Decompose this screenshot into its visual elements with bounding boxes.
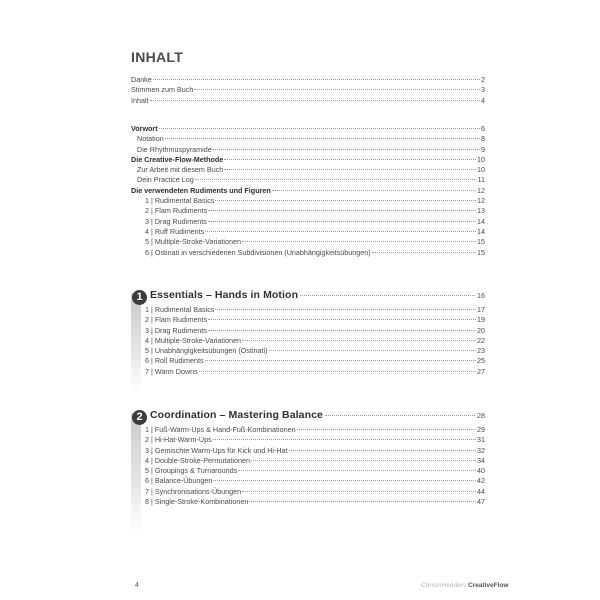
toc-entry-page: 8	[481, 134, 485, 144]
toc-entry-label: 5 | Groupings & Turnarounds	[145, 466, 238, 476]
dot-leader	[272, 190, 476, 191]
toc-entry[interactable]	[131, 217, 485, 227]
footer-book-title: CreativeFlow	[467, 582, 509, 589]
dot-leader	[269, 350, 476, 351]
chapter-page: 16	[477, 291, 485, 300]
toc-entry-page: 19	[477, 315, 485, 325]
toc-entry[interactable]	[145, 367, 485, 377]
dot-leader	[205, 360, 476, 361]
dot-leader	[242, 491, 476, 492]
toc-entry-page: 15	[477, 247, 485, 257]
toc-entry-page: 6	[481, 124, 485, 133]
toc-entry-page: 17	[477, 305, 485, 314]
chapter-items	[131, 425, 485, 507]
toc-entry-page: 34	[477, 455, 485, 465]
toc-entry[interactable]	[131, 145, 485, 155]
chapter-heading[interactable]	[131, 289, 485, 305]
toc-entry-label: Zur Arbeit mit diesem Buch	[137, 165, 224, 175]
page-title: INHALT	[131, 49, 184, 65]
toc-entry-page: 23	[477, 346, 485, 356]
chapter-number-badge: 2	[132, 410, 147, 425]
dot-leader	[208, 221, 476, 222]
toc-entry-page: 42	[477, 476, 485, 486]
toc-entry[interactable]	[145, 346, 485, 356]
toc-entry-label: 1 | Rudimental Basics	[145, 196, 215, 206]
toc-entry-label: 1 | Rudimental Basics	[145, 305, 215, 314]
toc-entry[interactable]	[131, 206, 485, 216]
toc-entry-label: 8 | Single-Stroke-Kombinationen	[145, 497, 249, 507]
toc-entry-page: 47	[477, 497, 485, 507]
toc-entry[interactable]	[145, 315, 485, 325]
toc-entry-page: 20	[477, 325, 485, 335]
dot-leader	[213, 480, 476, 481]
dot-leader	[208, 330, 476, 331]
toc-entry-page: 3	[481, 85, 485, 95]
toc-entry-label: 3 | Drag Rudiments	[145, 216, 207, 226]
toc-entry[interactable]	[131, 75, 485, 85]
toc-entry-label: Danke	[131, 75, 152, 84]
toc-intro	[131, 124, 485, 258]
toc-entry-page: 44	[477, 486, 485, 496]
toc-entry-page: 2	[481, 75, 485, 84]
dot-leader	[215, 200, 476, 201]
toc-entry[interactable]	[145, 305, 485, 315]
toc-entry-label: 1 | Fuß-Warm-Ups & Hand-Fuß-Kombinationen	[145, 425, 296, 434]
toc-entry-label: 3 | Gemischte Warm-Ups für Kick und Hi-Hat	[145, 445, 288, 455]
toc-entry[interactable]	[145, 326, 485, 336]
toc-entry[interactable]	[131, 237, 485, 247]
toc-entry[interactable]	[145, 487, 485, 497]
toc-entry[interactable]	[131, 96, 485, 106]
toc-entry-label: Vorwort	[131, 124, 158, 133]
toc-entry-page: 11	[477, 175, 485, 185]
dot-leader	[208, 210, 476, 211]
chapter-title: Coordination – Mastering Balance	[150, 409, 323, 421]
toc-entry[interactable]	[145, 425, 485, 435]
toc-entry-page: 25	[477, 356, 485, 366]
toc-entry-page: 13	[477, 206, 485, 216]
toc-entry-page: 27	[477, 366, 485, 376]
dot-leader	[238, 470, 476, 471]
dot-leader	[289, 450, 476, 451]
toc-entry[interactable]	[131, 85, 485, 95]
footer-page-number: 4	[135, 582, 139, 589]
dot-leader	[215, 309, 476, 310]
toc-entry-label: 4 | Ruff Rudiments	[145, 226, 205, 236]
toc-entry[interactable]	[145, 456, 485, 466]
dot-leader	[224, 159, 476, 160]
chapter-number-badge: 1	[132, 290, 147, 305]
toc-entry-label: 5 | Multiple-Stroke-Variationen	[145, 237, 242, 247]
toc-entry[interactable]	[145, 446, 485, 456]
dot-leader	[242, 340, 476, 341]
footer-brand	[421, 582, 508, 589]
toc-entry-page: 14	[477, 216, 485, 226]
toc-entry-page: 32	[477, 445, 485, 455]
dot-leader	[165, 138, 480, 139]
toc-entry-label: 2 | Flam Rudiments	[145, 206, 208, 216]
dot-leader	[194, 89, 480, 90]
dot-leader	[213, 439, 476, 440]
toc-entry-label: Die verwendeten Rudiments und Figuren	[131, 185, 271, 195]
toc-entry-label: Inhalt	[131, 95, 149, 105]
chapter-items	[131, 305, 485, 377]
chapter-title: Essentials – Hands in Motion	[150, 289, 299, 301]
toc-entry-label: 2 | Flam Rudiments	[145, 315, 208, 325]
toc-entry-page: 12	[477, 185, 485, 195]
toc-entry-label: 6 | Ostinati in verschiedenen Subdivisionen (Unabhängigkeitsübungen)	[145, 247, 371, 257]
dot-leader	[208, 319, 476, 320]
toc-entry-page: 10	[477, 165, 485, 175]
toc-entry-page: 40	[477, 466, 485, 476]
dot-leader	[199, 371, 476, 372]
chapter-2	[131, 409, 485, 507]
toc-entry[interactable]	[145, 336, 485, 346]
toc-front-matter	[131, 75, 485, 106]
toc-entry[interactable]	[131, 248, 485, 258]
toc-entry-label: 6 | Roll Rudiments	[145, 356, 204, 366]
toc-entry-page: 29	[477, 425, 485, 434]
toc-entry-label: 4 | Double-Stroke-Permutationen	[145, 455, 250, 465]
toc-entry[interactable]	[131, 134, 485, 144]
toc-entry[interactable]	[145, 476, 485, 486]
dot-leader	[153, 79, 480, 80]
toc-entry-label: 2 | Hi-Hat-Warm-Ups	[145, 435, 212, 445]
toc-entry-label: Die Creative-Flow-Methode	[131, 154, 224, 164]
dot-leader	[242, 241, 476, 242]
toc-entry-page: 10	[477, 154, 485, 164]
toc-entry-label: 3 | Drag Rudiments	[145, 325, 207, 335]
toc-entry-label: 4 | Multiple-Stroke-Variationen	[145, 335, 242, 345]
toc-entry-label: Stimmen zum Buch	[131, 85, 194, 95]
chapter-1	[131, 289, 485, 377]
toc-entry[interactable]	[145, 356, 485, 366]
toc-entry[interactable]	[131, 227, 485, 237]
toc-entry-label: Die Rhythmuspyramide	[137, 144, 212, 154]
dot-leader	[159, 128, 480, 129]
toc-entry-page: 4	[481, 95, 485, 105]
dot-leader	[195, 179, 477, 180]
dot-leader	[372, 252, 476, 253]
toc-entry-label: 7 | Warm Downs	[145, 366, 198, 376]
footer-author: ChrismHedders	[421, 582, 467, 589]
dot-leader	[213, 149, 480, 150]
toc-entry-page: 15	[477, 237, 485, 247]
toc-entry-label: Dein Practice Log	[137, 175, 194, 185]
dot-leader	[251, 460, 476, 461]
toc-entry[interactable]	[131, 186, 485, 196]
dot-leader	[300, 295, 475, 296]
toc-entry-page: 14	[477, 226, 485, 236]
toc-entry[interactable]	[131, 175, 485, 185]
toc-entry-page: 31	[477, 435, 485, 445]
toc-entry-label: 6 | Balance-Übungen	[145, 476, 213, 486]
dot-leader	[249, 501, 476, 502]
toc-entry[interactable]	[145, 435, 485, 445]
chapter-page: 28	[477, 411, 485, 420]
toc-entry-page: 9	[481, 144, 485, 154]
toc-entry[interactable]	[131, 155, 485, 165]
toc-entry-page: 12	[477, 196, 485, 206]
toc-entry[interactable]	[131, 124, 485, 134]
toc-entry[interactable]	[131, 196, 485, 206]
dot-leader	[224, 169, 476, 170]
toc-entry[interactable]	[145, 497, 485, 507]
dot-leader	[325, 415, 475, 416]
dot-leader	[205, 231, 476, 232]
toc-entry-label: 7 | Synchronisations-Übungen	[145, 486, 242, 496]
toc-entry[interactable]	[145, 466, 485, 476]
dot-leader	[150, 100, 480, 101]
toc-entry-label: 5 | Unabhängigkeitsübungen (Ostinati)	[145, 346, 268, 356]
toc-entry[interactable]	[131, 165, 485, 175]
chapter-heading[interactable]	[131, 409, 485, 425]
toc-entry-label: Notation	[137, 134, 164, 144]
toc-entry-page: 22	[477, 335, 485, 345]
dot-leader	[297, 429, 476, 430]
